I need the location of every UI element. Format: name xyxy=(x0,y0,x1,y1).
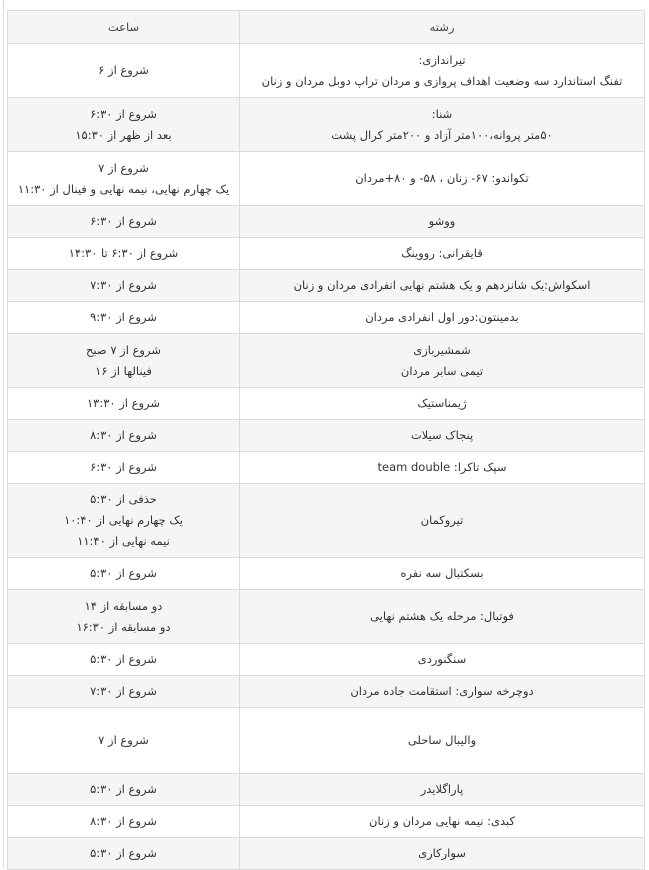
table-header-row xyxy=(8,11,645,44)
time-cell xyxy=(8,806,240,838)
time-line: حذفی از ۵:۳۰ xyxy=(90,492,157,506)
table-row xyxy=(8,44,645,98)
time-cell xyxy=(8,590,240,644)
schedule-table xyxy=(7,10,645,870)
sport-line: دوچرخه سواری: استقامت جاده مردان xyxy=(350,684,534,698)
table-row xyxy=(8,238,645,270)
time-cell xyxy=(8,238,240,270)
table-row xyxy=(8,484,645,558)
time-line: دو مسابقه از ۱۶:۳۰ xyxy=(76,619,171,634)
sport-line: بسکتبال سه نفره xyxy=(400,566,484,580)
time-line: شروع از ۷:۳۰ xyxy=(90,684,157,698)
time-line: شروع از ۷ xyxy=(98,160,149,175)
table-row xyxy=(8,388,645,420)
time-cell xyxy=(8,558,240,590)
table-row xyxy=(8,558,645,590)
time-line: نیمه نهایی از ۱۱:۴۰ xyxy=(77,534,170,548)
time-line: شروع از ۵:۳۰ xyxy=(90,846,157,860)
sport-line: سنگنوردی xyxy=(417,652,467,666)
time-cell xyxy=(8,676,240,708)
header-sport: رشته xyxy=(240,11,645,44)
sport-cell xyxy=(240,270,645,302)
sport-line: سوارکاری xyxy=(418,846,466,860)
table-row xyxy=(8,806,645,838)
sport-line: والیبال ساحلی xyxy=(407,733,477,747)
sport-cell xyxy=(240,452,645,484)
sport-line: قایقرانی: رووینگ xyxy=(401,246,483,260)
sport-cell xyxy=(240,420,645,452)
sport-line: شنا: xyxy=(431,106,453,121)
sport-line: اسکواش:یک شانزدهم و یک هشتم نهایی انفرادی مردان و زنان xyxy=(293,278,591,292)
sport-line: تیروکمان xyxy=(420,513,464,527)
sport-line: تفنگ استاندارد سه وضعیت اهداف پروازی و مردان تراپ دوبل مردان و زنان xyxy=(261,73,623,88)
time-cell xyxy=(8,98,240,152)
time-line: شروع از ۸:۳۰ xyxy=(90,814,157,828)
time-cell xyxy=(8,452,240,484)
table-row xyxy=(8,708,645,774)
sport-cell xyxy=(240,558,645,590)
table-row xyxy=(8,98,645,152)
time-line: بعد از ظهر از ۱۵:۳۰ xyxy=(75,127,172,142)
table-row xyxy=(8,334,645,388)
sport-cell xyxy=(240,302,645,334)
sport-line: تیمی سابر مردان xyxy=(400,363,484,378)
time-line: شروع از ۵:۳۰ xyxy=(90,652,157,666)
time-line: شروع از ۵:۳۰ xyxy=(90,566,157,580)
time-line: شروع از ۶:۳۰ تا ۱۴:۳۰ xyxy=(68,246,179,260)
sport-cell xyxy=(240,484,645,558)
table-row xyxy=(8,270,645,302)
time-line: شروع از ۷ صبح xyxy=(86,342,161,357)
sport-cell xyxy=(240,806,645,838)
sport-cell xyxy=(240,98,645,152)
sport-line: تیراندازی: xyxy=(418,52,466,67)
time-cell xyxy=(8,206,240,238)
time-cell xyxy=(8,152,240,206)
time-line: شروع از ۷:۳۰ xyxy=(90,278,157,292)
time-line: یک چهارم نهایی، نیمه نهایی و فینال از ۱۱:۳۰ xyxy=(17,181,230,196)
time-line: یک چهارم نهایی از ۱۰:۴۰ xyxy=(64,513,183,527)
time-cell xyxy=(8,484,240,558)
time-cell xyxy=(8,420,240,452)
time-line: شروع از ۶:۳۰ xyxy=(90,106,157,121)
time-cell xyxy=(8,270,240,302)
time-cell xyxy=(8,334,240,388)
sport-cell xyxy=(240,206,645,238)
sport-line: ۵۰متر پروانه،۱۰۰متر آزاد و ۲۰۰متر کرال پشت xyxy=(331,127,553,142)
table-row xyxy=(8,420,645,452)
time-cell xyxy=(8,838,240,870)
sport-cell xyxy=(240,676,645,708)
time-line: شروع از ۹:۳۰ xyxy=(90,310,157,324)
header-time: ساعت xyxy=(8,11,240,44)
sport-line: تکواندو: ۶۷- زنان ، ۵۸- و ۸۰+مردان xyxy=(355,171,529,185)
sport-line: ووشو xyxy=(428,214,456,228)
time-line: شروع از ۵:۳۰ xyxy=(90,782,157,796)
sport-line: ژیمناستیک xyxy=(417,396,467,410)
time-cell xyxy=(8,302,240,334)
sport-cell xyxy=(240,388,645,420)
time-cell xyxy=(8,774,240,806)
sport-cell xyxy=(240,644,645,676)
sport-cell xyxy=(240,708,645,774)
sport-line: پنجاک سیلات xyxy=(410,428,474,442)
time-line: فینالها از ۱۶ xyxy=(95,363,152,378)
sport-cell xyxy=(240,44,645,98)
time-line: شروع از ۶ xyxy=(98,63,149,77)
table-row xyxy=(8,774,645,806)
table-row xyxy=(8,452,645,484)
sport-line: پاراگلایدر xyxy=(420,782,464,796)
table-row xyxy=(8,302,645,334)
table-row xyxy=(8,644,645,676)
table-row xyxy=(8,206,645,238)
sport-line: بدمینتون:دور اول انفرادی مردان xyxy=(365,310,519,324)
sport-line: کبدی: نیمه نهایی مردان و زنان xyxy=(369,814,515,828)
sport-line: فوتبال: مرحله یک هشتم نهایی xyxy=(370,609,514,623)
sport-line: سپک تاکرا: team double xyxy=(377,460,507,474)
time-cell xyxy=(8,644,240,676)
sport-cell xyxy=(240,334,645,388)
sport-cell xyxy=(240,838,645,870)
sport-cell xyxy=(240,238,645,270)
sport-line: شمشیربازی xyxy=(413,342,471,357)
sport-cell xyxy=(240,590,645,644)
time-cell xyxy=(8,388,240,420)
table-row xyxy=(8,590,645,644)
time-line: شروع از ۸:۳۰ xyxy=(90,428,157,442)
table-row xyxy=(8,676,645,708)
time-line: شروع از ۶:۳۰ xyxy=(90,214,157,228)
table-body xyxy=(8,44,645,870)
time-line: شروع از ۱۳:۳۰ xyxy=(86,396,161,410)
time-cell xyxy=(8,708,240,774)
time-line: شروع از ۷ xyxy=(98,733,149,747)
time-cell xyxy=(8,44,240,98)
table-row xyxy=(8,838,645,870)
sport-cell xyxy=(240,774,645,806)
time-line: دو مسابقه از ۱۴ xyxy=(84,598,163,613)
sport-cell xyxy=(240,152,645,206)
table-row xyxy=(8,152,645,206)
time-line: شروع از ۶:۳۰ xyxy=(90,460,157,474)
